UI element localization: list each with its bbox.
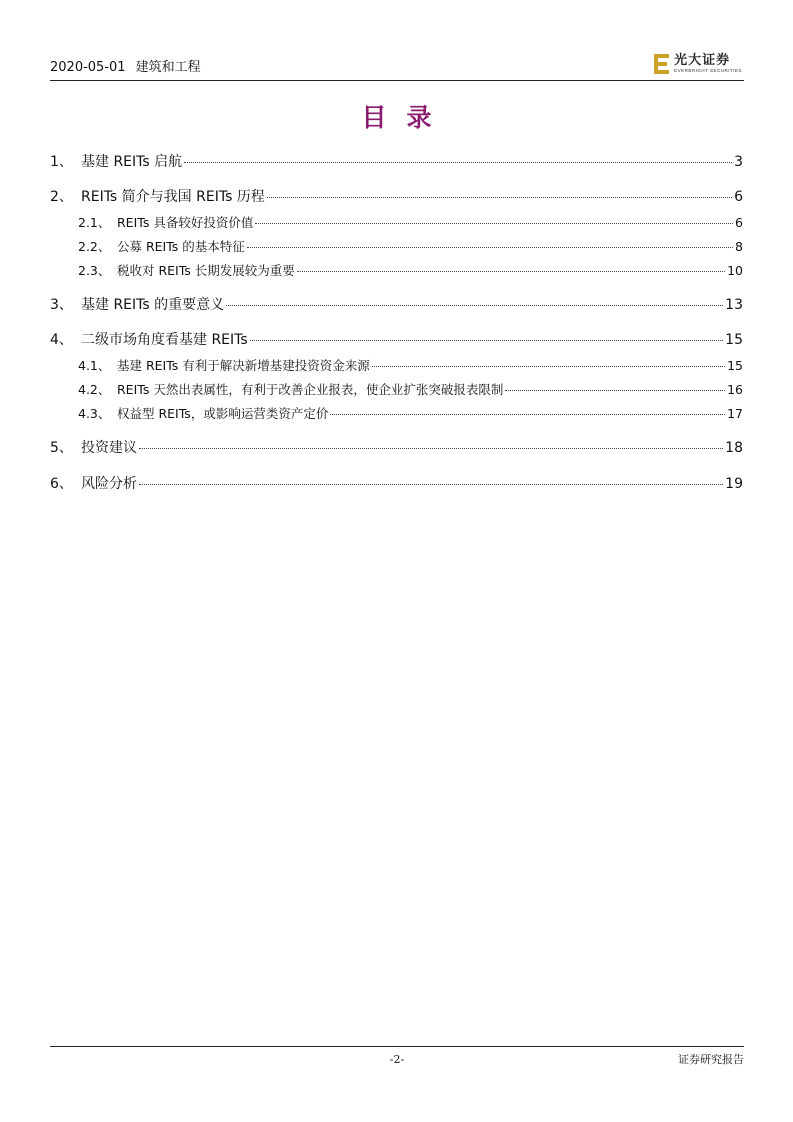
toc-subentry[interactable]	[78, 239, 743, 255]
toc-entry-number: 2.1、	[78, 215, 111, 230]
toc-entry-page: 13	[725, 297, 743, 313]
toc-entry-page: 16	[727, 382, 743, 397]
toc-entry-number: 5、	[50, 440, 73, 456]
toc-entry-number: 1、	[50, 154, 73, 170]
toc-entry-number: 4.3、	[78, 406, 111, 421]
toc-entry-text: 基建 REITs 有利于解决新增基建投资资金来源	[117, 358, 370, 373]
toc-dot-leader	[226, 305, 723, 306]
toc-entry-text: REITs 天然出表属性，有利于改善企业报表，使企业扩张突破报表限制	[117, 382, 504, 397]
toc-dot-leader	[372, 366, 725, 367]
toc-title: 目录	[361, 103, 452, 132]
toc-entry-text: 投资建议	[81, 440, 137, 456]
toc-entry-number: 3、	[50, 297, 73, 313]
toc-subentry[interactable]	[78, 215, 743, 231]
toc-entry[interactable]	[50, 296, 743, 314]
toc-entry-text: 公募 REITs 的基本特征	[117, 239, 245, 254]
toc-entry-text: 基建 REITs 的重要意义	[81, 297, 225, 313]
page-header	[50, 52, 744, 81]
toc-entry-page: 17	[727, 406, 743, 421]
toc-entry-text: 二级市场角度看基建 REITs	[81, 332, 248, 348]
toc-entry-page: 8	[735, 239, 743, 254]
toc-entry-page: 3	[734, 154, 743, 170]
toc-entry-page: 15	[725, 332, 743, 348]
toc-dot-leader	[297, 271, 725, 272]
footer-doc-type: 证券研究报告	[678, 1053, 744, 1066]
footer-page-number: -2-	[389, 1053, 405, 1066]
toc-entry-page: 15	[727, 358, 743, 373]
toc-entry[interactable]	[50, 153, 743, 171]
page-footer	[50, 1046, 744, 1071]
report-date: 2020-05-01	[50, 60, 126, 75]
toc-entry-text: 基建 REITs 启航	[81, 154, 183, 170]
everbright-logo-icon	[653, 53, 671, 75]
toc-entry-number: 6、	[50, 476, 73, 492]
toc-entry[interactable]	[50, 188, 743, 206]
toc-entry-page: 18	[725, 440, 743, 456]
logo-text	[674, 54, 742, 74]
toc-dot-leader	[255, 223, 733, 224]
toc-entry-text: REITs 具备较好投资价值	[117, 215, 254, 230]
toc-entry-page: 19	[725, 476, 743, 492]
toc-dot-leader	[247, 247, 733, 248]
company-logo	[653, 52, 742, 76]
toc-dot-leader	[184, 162, 732, 163]
toc-dot-leader	[139, 484, 723, 485]
toc-entry-number: 4.1、	[78, 358, 111, 373]
toc-dot-leader	[139, 448, 723, 449]
header-info	[50, 59, 201, 77]
toc-entry[interactable]	[50, 475, 743, 493]
toc-entry-page: 10	[727, 263, 743, 278]
toc-subentry[interactable]	[78, 358, 743, 374]
toc-entry-number: 4、	[50, 332, 73, 348]
toc-entry-number: 4.2、	[78, 382, 111, 397]
toc-entry-text: 风险分析	[81, 476, 137, 492]
toc-dot-leader	[267, 197, 732, 198]
toc-entry-page: 6	[735, 215, 743, 230]
toc-dot-leader	[330, 414, 725, 415]
toc-entry-text: 税收对 REITs 长期发展较为重要	[117, 263, 295, 278]
toc-entry[interactable]	[50, 331, 743, 349]
toc-dot-leader	[250, 340, 723, 341]
toc-entry[interactable]	[50, 439, 743, 457]
toc-subentry[interactable]	[78, 406, 743, 422]
toc-subentry[interactable]	[78, 382, 743, 398]
toc-entry-text: REITs 简介与我国 REITs 历程	[81, 189, 265, 205]
toc-dot-leader	[505, 390, 725, 391]
toc-entry-number: 2、	[50, 189, 73, 205]
toc-entry-number: 2.2、	[78, 239, 111, 254]
logo-english-name: EVERBRIGHT SECURITIES	[674, 68, 742, 74]
report-sector: 建筑和工程	[135, 60, 201, 75]
toc-subentry[interactable]	[78, 263, 743, 279]
toc-entry-number: 2.3、	[78, 263, 111, 278]
toc-entry-page: 6	[734, 189, 743, 205]
toc-entry-text: 权益型 REITs，或影响运营类资产定价	[117, 406, 329, 421]
logo-chinese-name: 光大证券	[674, 53, 731, 69]
